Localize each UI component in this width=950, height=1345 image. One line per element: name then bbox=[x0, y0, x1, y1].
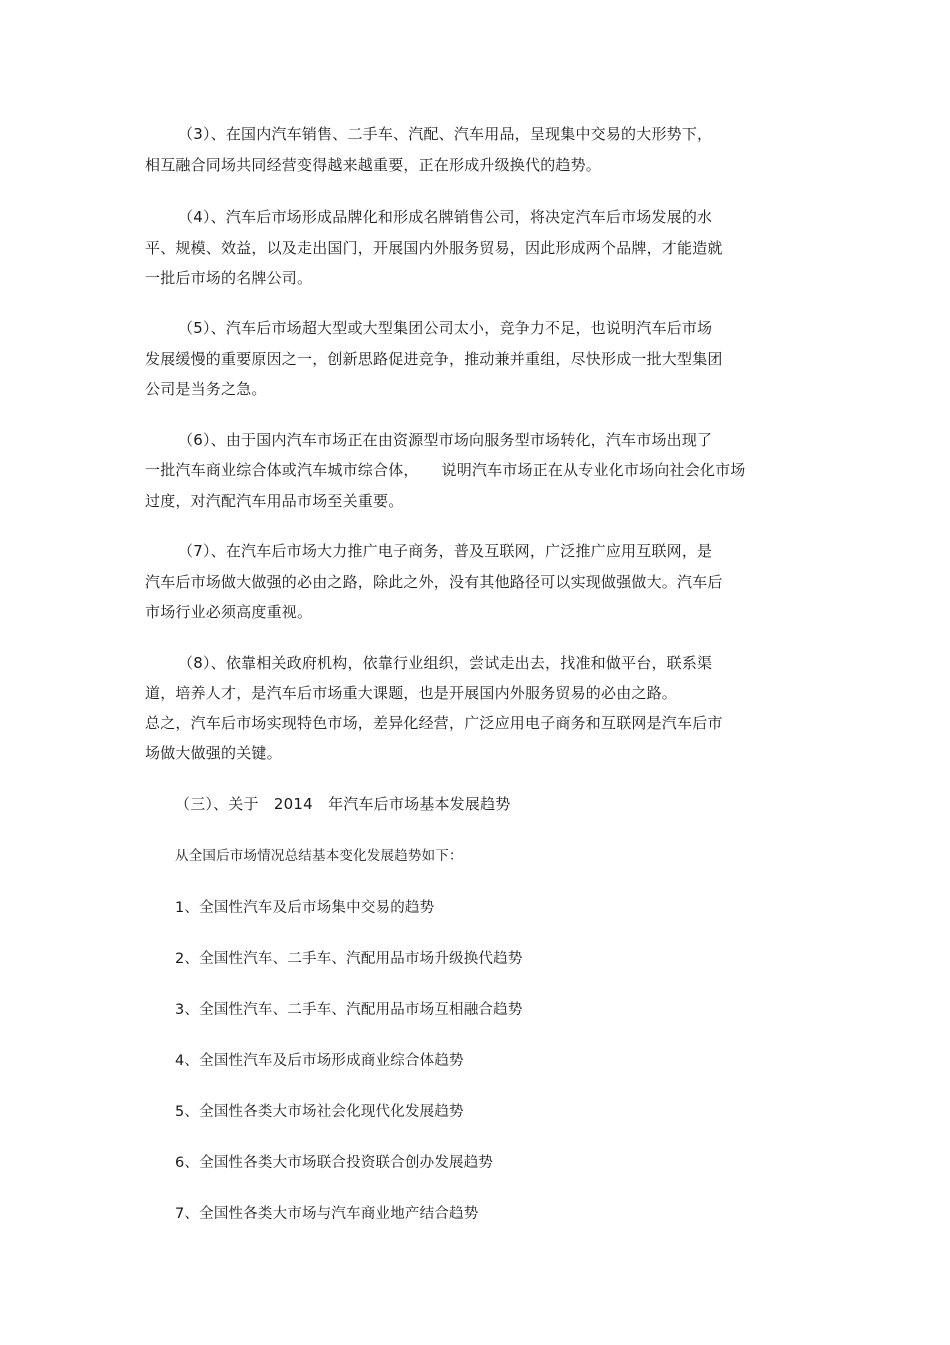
text-line: （5）、汽车后市场超大型或大型集团公司太小，竞争力不足，也说明汽车后市场 bbox=[178, 319, 713, 337]
list-item: 4、全国性汽车及后市场形成商业综合体趋势 bbox=[175, 1053, 464, 1069]
text-line: 一批汽车商业综合体或汽车城市综合体， 说明汽车市场正在从专业化市场向社会化市场 bbox=[145, 461, 746, 479]
list-item: 1、全国性汽车及后市场集中交易的趋势 bbox=[175, 900, 435, 916]
text-line: 总之，汽车后市场实现特色市场，差异化经营，广泛应用电子商务和互联网是汽车后市 bbox=[145, 714, 723, 732]
text-line: （3）、在国内汽车销售、二手车、汽配、汽车用品，呈现集中交易的大形势下， bbox=[178, 125, 713, 143]
text-line: 道，培养人才，是汽车后市场重大课题，也是开展国内外服务贸易的必由之路。 bbox=[145, 684, 678, 702]
intro-text: 从全国后市场情况总结基本变化发展趋势如下： bbox=[175, 848, 463, 864]
text-line: 相互融合同场共同经营变得越来越重要，正在形成升级换代的趋势。 bbox=[145, 156, 602, 174]
text-line: 公司是当务之急。 bbox=[145, 380, 267, 398]
text-line: 市场行业必须高度重视。 bbox=[145, 603, 313, 621]
list-item: 5、全国性各类大市场社会化现代化发展趋势 bbox=[175, 1104, 464, 1120]
list-item: 7、全国性各类大市场与汽车商业地产结合趋势 bbox=[175, 1206, 479, 1222]
text-line: 平、规模、效益，以及走出国门，开展国内外服务贸易，因此形成两个品牌，才能造就 bbox=[145, 239, 723, 257]
text-line: 一批后市场的名牌公司。 bbox=[145, 269, 313, 287]
text-line: （6）、由于国内汽车市场正在由资源型市场向服务型市场转化，汽车市场出现了 bbox=[178, 431, 713, 449]
text-line: 过度，对汽配汽车用品市场至关重要。 bbox=[145, 492, 404, 510]
list-item: 3、全国性汽车、二手车、汽配用品市场互相融合趋势 bbox=[175, 1002, 523, 1018]
text-line: （4）、汽车后市场形成品牌化和形成名牌销售公司，将决定汽车后市场发展的水 bbox=[178, 208, 713, 226]
text-line: （8）、依靠相关政府机构，依靠行业组织，尝试走出去，找准和做平台，联系渠 bbox=[178, 654, 713, 672]
section-heading: （三）、关于 2014 年汽车后市场基本发展趋势 bbox=[175, 795, 511, 813]
list-item: 2、全国性汽车、二手车、汽配用品市场升级换代趋势 bbox=[175, 951, 523, 967]
text-line: 发展缓慢的重要原因之一，创新思路促进竞争，推动兼并重组，尽快形成一批大型集团 bbox=[145, 350, 723, 368]
list-item: 6、全国性各类大市场联合投资联合创办发展趋势 bbox=[175, 1155, 494, 1171]
text-line: 汽车后市场做大做强的必由之路，除此之外，没有其他路径可以实现做强做大。汽车后 bbox=[145, 573, 723, 591]
text-line: 场做大做强的关键。 bbox=[145, 744, 282, 762]
text-line: （7）、在汽车后市场大力推广电子商务，普及互联网，广泛推广应用互联网，是 bbox=[178, 542, 713, 560]
